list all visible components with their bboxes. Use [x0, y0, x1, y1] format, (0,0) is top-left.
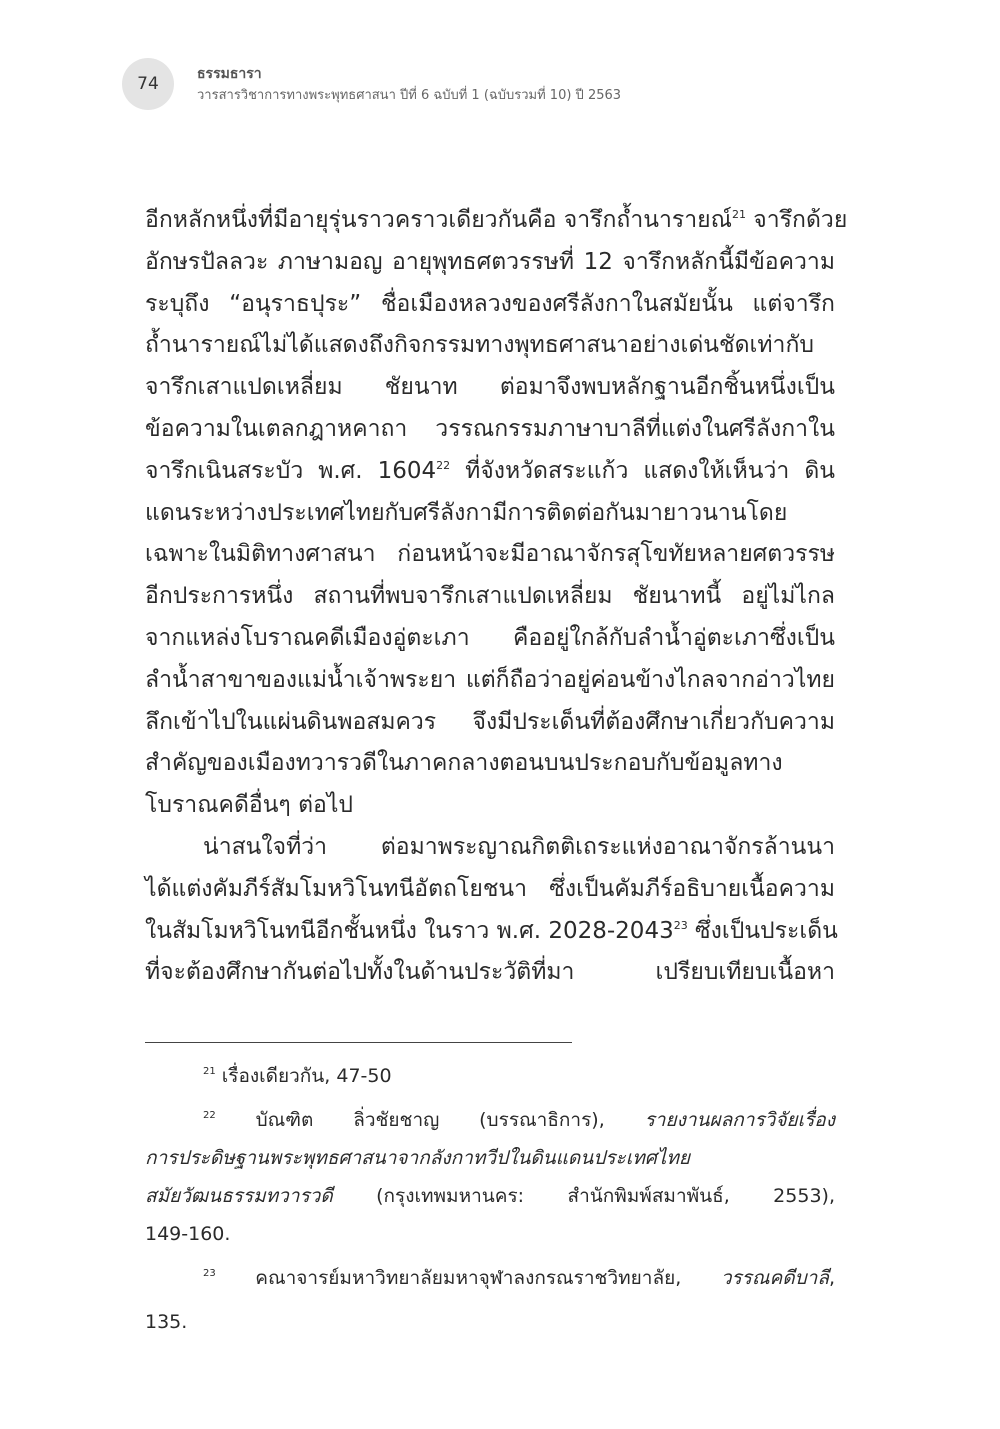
body-line: อีกหลักหนึ่งที่มีอายุรุ่นราวคราวเดียวกันคือ จารึกถ้ำนารายณ์$^{21}$ จารึกด้วย: [145, 207, 848, 233]
body-line: ถ้ำนารายณ์ไม่ได้แสดงถึงกิจกรรมทางพุทธศาสนาอย่างเด่นชัดเท่ากับ: [145, 332, 814, 359]
footnote-ref: 21: [731, 208, 746, 221]
body-line: แดนระหว่างประเทศไทยกับศรีลังกามีการติดต่อกันมายาวนานโดย: [145, 499, 788, 526]
body-line: ลำน้ำสาขาของแม่น้ำเจ้าพระยา แต่ก็ถือว่าอยู่ค่อนข้างไกลจากอ่าวไทย: [145, 666, 835, 693]
body-line: จารึกเสาแปดเหลี่ยม ชัยนาท ต่อมาจึงพบหลักฐานอีกชิ้นหนึ่งเป็น: [145, 374, 835, 401]
footnote-21: $^{21}$ เรื่องเดียวกัน, 47-50: [203, 1065, 392, 1087]
page-number: 74: [122, 58, 174, 110]
body-line: จารึกเนินสระบัว พ.ศ. 1604$^{22}$ ที่จังหวัดสระแก้ว แสดงให้เห็นว่า ดิน: [145, 457, 835, 484]
body-line: ข้อความในเตลกฎาหคาถา วรรณกรรมภาษาบาลีที่แต่งในศรีลังกาใน: [145, 415, 835, 442]
footnote-ref: 22: [436, 458, 451, 472]
body-line: อีกประการหนึ่ง สถานที่พบจารึกเสาแปดเหลี่ยม ชัยนาทนี้ อยู่ไม่ไกล: [145, 583, 835, 610]
body-line: เฉพาะในมิติทางศาสนา ก่อนหน้าจะมีอาณาจักรสุโขทัยหลายศตวรรษ: [145, 541, 835, 568]
footnote-22: $^{22}$ บัณฑิต ลิ่วชัยชาญ (บรรณาธิการ), รายงานผลการวิจัยเรื่อง: [203, 1109, 835, 1131]
body-line: อักษรปัลลวะ ภาษามอญ อายุพุทธศตวรรษที่ 12 จารึกหลักนี้มีข้อความ: [145, 248, 835, 275]
footnote-separator: [145, 1042, 572, 1043]
body-line: ได้แต่งคัมภีร์สัมโมหวิโนทนีอัตถโยชนา ซึ่งเป็นคัมภีร์อธิบายเนื้อความ: [145, 875, 835, 902]
footnotes: [145, 1057, 835, 1341]
body-line: ในสัมโมหวิโนทนีอีกชั้นหนึ่ง ในราว พ.ศ. 2028-2043$^{23}$ ซึ่งเป็นประเด็น: [145, 917, 838, 944]
body-line: ระบุถึง “อนุราธปุระ” ชื่อเมืองหลวงของศรีลังกาในสมัยนั้น แต่จารึก: [145, 290, 835, 317]
body-line: สำคัญของเมืองทวารวดีในภาคกลางตอนบนประกอบกับข้อมูลทาง: [145, 750, 783, 777]
footnote-ref: 23: [673, 918, 688, 932]
footnote-22-pages: 149-160.: [145, 1223, 231, 1245]
footnote-23: $^{23}$ คณาจารย์มหาวิทยาลัยมหาจุฬาลงกรณราชวิทยาลัย, วรรณคดีบาลี,: [203, 1267, 835, 1289]
journal-title: ธรรมธารา: [197, 66, 262, 82]
body-text: [145, 200, 848, 994]
footnote-22-cont: การประดิษฐานพระพุทธศาสนาจากลังกาทวีปในดินแดนประเทศไทย: [145, 1147, 690, 1169]
footnote-23-pages: 135.: [145, 1311, 188, 1333]
body-line: น่าสนใจที่ว่า ต่อมาพระญาณกิตติเถระแห่งอาณาจักรล้านนา: [203, 833, 835, 860]
body-line: จากแหล่งโบราณคดีเมืองอู่ตะเภา คืออยู่ใกล้กับลำน้ำอู่ตะเภาซึ่งเป็น: [145, 624, 835, 651]
body-line: ที่จะต้องศึกษากันต่อไปทั้งในด้านประวัติที่มา เปรียบเทียบเนื้อหา: [145, 959, 835, 986]
journal-subtitle: วารสารวิชาการทางพระพุทธศาสนา ปีที่ 6 ฉบับที่ 1 (ฉบับรวมที่ 10) ปี 2563: [197, 88, 622, 103]
body-line: โบราณคดีอื่นๆ ต่อไป: [145, 792, 353, 819]
body-line: ลึกเข้าไปในแผ่นดินพอสมควร จึงมีประเด็นที่ต้องศึกษาเกี่ยวกับความ: [145, 708, 835, 735]
footnote-22-cont: สมัยวัฒนธรรมทวารวดี (กรุงเทพมหานคร: สำนักพิมพ์สมาพันธ์, 2553),: [145, 1185, 835, 1207]
